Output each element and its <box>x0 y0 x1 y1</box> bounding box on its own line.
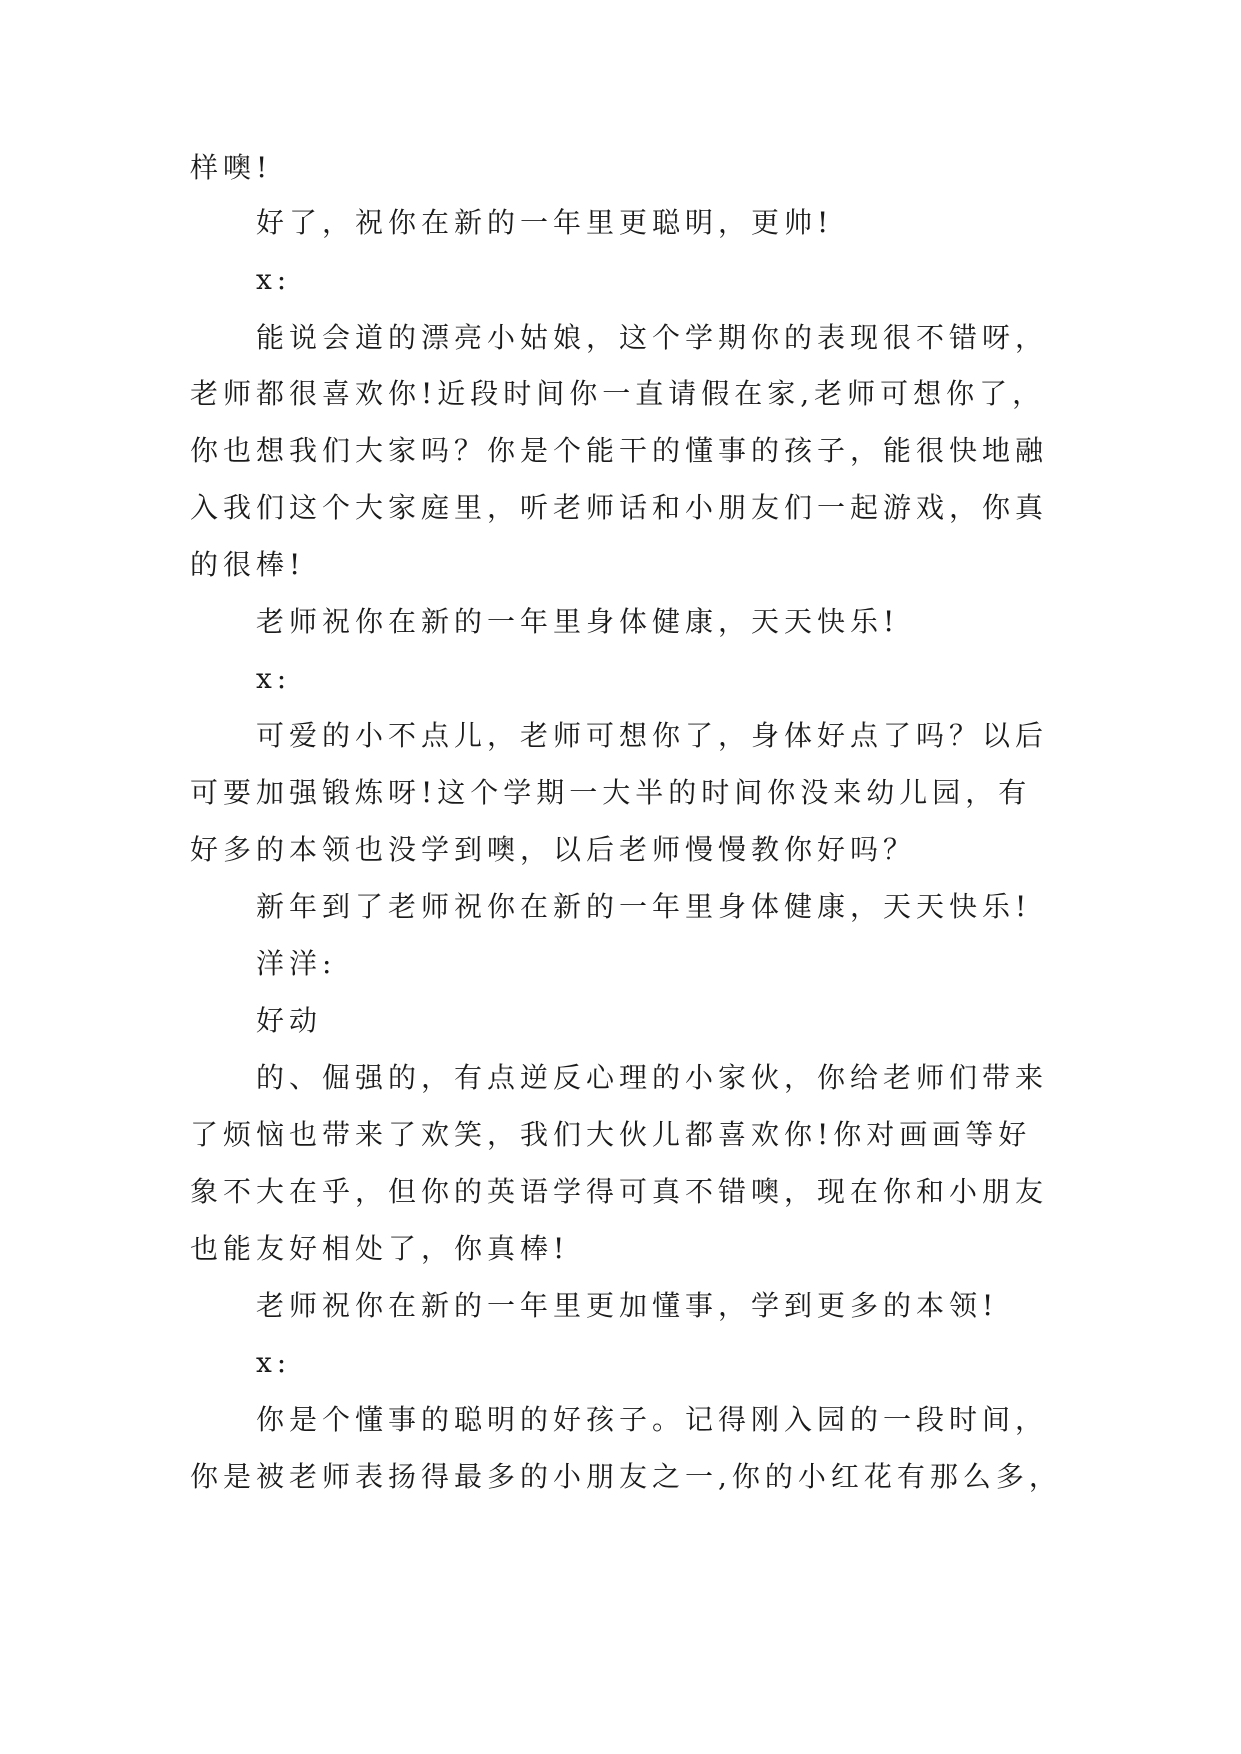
text-line: 老师都很喜欢你!近段时间你一直请假在家,老师可想你了， <box>190 377 1046 410</box>
text-line: 老师祝你在新的一年里身体健康，天天快乐! <box>256 605 900 638</box>
text-line: x: <box>256 1346 292 1379</box>
text-line: 你是被老师表扬得最多的小朋友之一,你的小红花有那么多， <box>190 1460 1062 1493</box>
text-line: 入我们这个大家庭里，听老师话和小朋友们一起游戏，你真 <box>190 491 1049 524</box>
text-line: 新年到了老师祝你在新的一年里身体健康，天天快乐! <box>256 890 1032 923</box>
text-line: 好动 <box>256 1004 323 1037</box>
text-line: 好了，祝你在新的一年里更聪明，更帅! <box>256 206 834 239</box>
text-line: 了烦恼也带来了欢笑，我们大伙儿都喜欢你!你对画画等好 <box>190 1118 1032 1151</box>
text-line: 好多的本领也没学到噢，以后老师慢慢教你好吗？ <box>190 833 917 866</box>
text-line: 老师祝你在新的一年里更加懂事，学到更多的本领! <box>256 1289 999 1322</box>
text-line: x: <box>256 263 292 296</box>
text-line: 也能友好相处了，你真棒! <box>190 1232 570 1265</box>
text-line: 象不大在乎，但你的英语学得可真不错噢，现在你和小朋友 <box>190 1175 1049 1208</box>
text-line: 的、倔强的，有点逆反心理的小家伙，你给老师们带来 <box>256 1061 1049 1094</box>
text-line: 的很棒! <box>190 548 306 581</box>
text-line: 样噢! <box>190 151 273 184</box>
text-line: 能说会道的漂亮小姑娘，这个学期你的表现很不错呀， <box>256 321 1049 354</box>
text-line: 你是个懂事的聪明的好孩子。记得刚入园的一段时间， <box>256 1403 1049 1436</box>
text-line: 洋洋: <box>256 947 337 980</box>
text-line: x: <box>256 662 292 695</box>
text-line: 可爱的小不点儿，老师可想你了，身体好点了吗？以后 <box>256 719 1049 752</box>
text-line: 你也想我们大家吗？你是个能干的懂事的孩子，能很快地融 <box>190 434 1049 467</box>
text-line: 可要加强锻炼呀!这个学期一大半的时间你没来幼儿园，有 <box>190 776 1032 809</box>
